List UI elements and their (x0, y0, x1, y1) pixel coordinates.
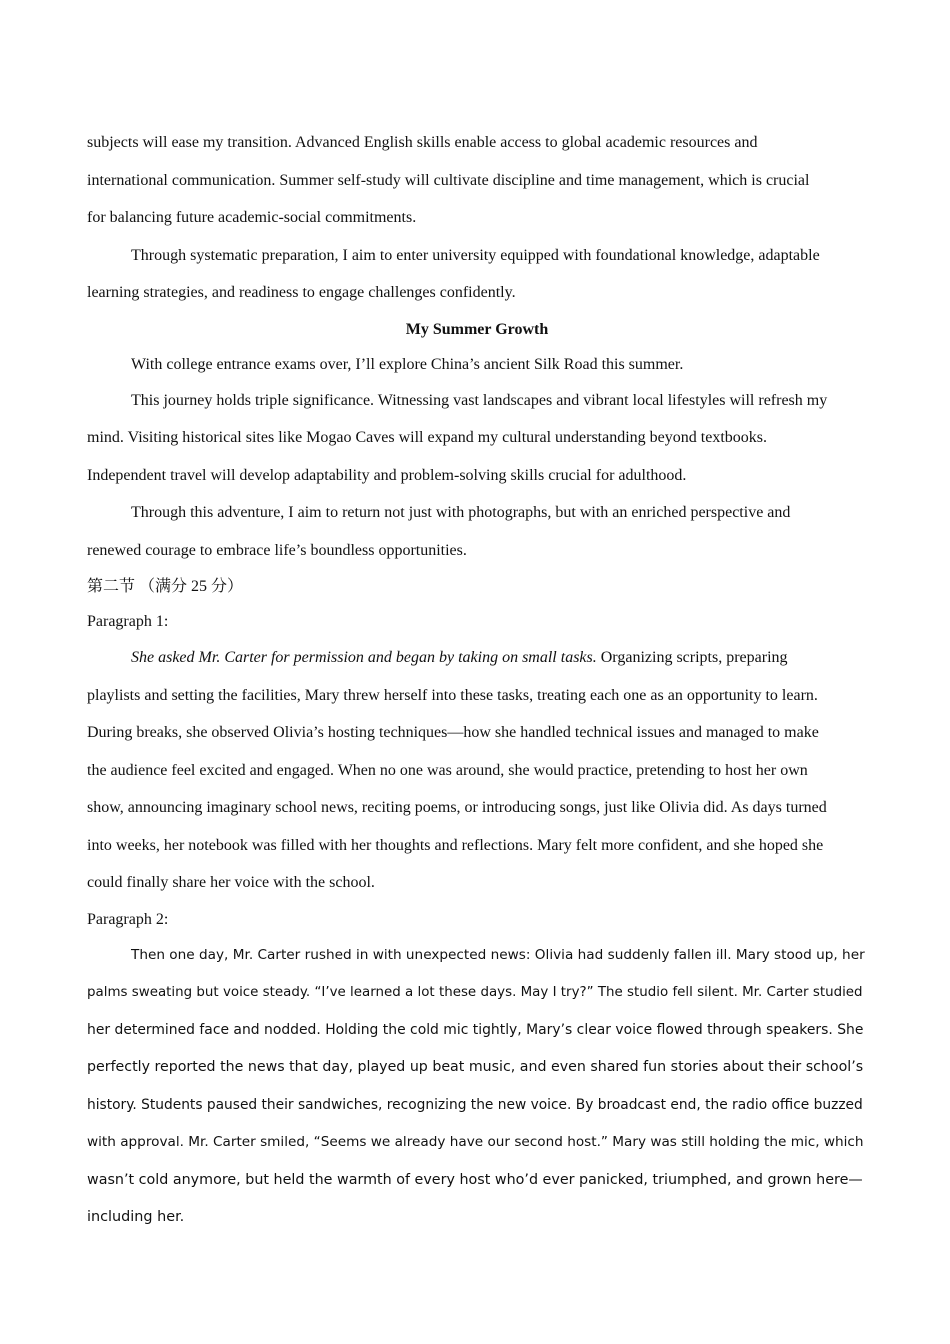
paragraph2-line-6: with approval. Mr. Carter smiled, “Seems we already have our second host.” Mary was still holding the mic, which (87, 1134, 864, 1150)
essay2-title: My Summer Growth (405, 320, 549, 338)
paragraph1-line-4: the audience feel excited and engaged. When no one was around, she would practice, pretending to host her own (87, 761, 808, 779)
paragraph2-label: Paragraph 2: (87, 910, 169, 928)
paragraph1-line-1 (87, 639, 867, 677)
essay1-p2-line-1: subjects will ease my transition. Advanced English skills enable access to global academic resources and (87, 134, 758, 151)
essay2-p2-line-3: Independent travel will develop adaptability and problem-solving skills crucial for adulthood. (87, 466, 687, 484)
paragraph2-line-8: including her. (87, 1209, 185, 1225)
paragraph1-line-3: During breaks, she observed Olivia’s hosting techniques—how she handled technical issues and managed to make (87, 724, 819, 741)
paragraph2-line-5: history. Students paused their sandwiches, recognizing the new voice. By broadcast end, the radio office buzzed (87, 1096, 863, 1113)
essay1-p2-line-3: for balancing future academic-social commitments. (87, 209, 417, 226)
paragraph2-line-3: her determined face and nodded. Holding the cold mic tightly, Mary’s clear voice flowed through speakers. She (87, 1021, 864, 1038)
paragraph1-opening-sentence: She asked Mr. Carter for permission and began by taking on small tasks. (131, 649, 597, 666)
paragraph1-line-2: playlists and setting the facilities, Mary threw herself into these tasks, treating each one as an opportunity to learn. (87, 686, 818, 704)
paragraph2-line-1: Then one day, Mr. Carter rushed in with unexpected news: Olivia had suddenly fallen ill. Mary stood up, her (131, 946, 865, 963)
essay2-p3-line-2: renewed courage to embrace life’s boundless opportunities. (87, 541, 467, 559)
paragraph1-line-1-rest: Organizing scripts, preparing (596, 649, 788, 666)
essay1-p3-line-1: Through systematic preparation, I aim to enter university equipped with foundational knowledge, adaptable (131, 246, 820, 264)
paragraph1-label: Paragraph 1: (87, 613, 169, 630)
essay2-p1: With college entrance exams over, I’ll explore China’s ancient Silk Road this summer. (131, 355, 684, 373)
essay2-p2-line-1: This journey holds triple significance. Witnessing vast landscapes and vibrant local lifestyles will refresh my (131, 391, 828, 409)
section2-heading: 第二节 （满分 25 分） (87, 578, 244, 595)
paragraph2-line-7: wasn’t cold anymore, but held the warmth of every host who’d ever panicked, triumphed, and grown here— (87, 1171, 863, 1188)
essay1-p3-line-2: learning strategies, and readiness to engage challenges confidently. (87, 284, 516, 301)
essay2-p2-line-2: mind. Visiting historical sites like Mogao Caves will expand my cultural understanding beyond textbooks. (87, 429, 767, 446)
paragraph1-line-7: could finally share her voice with the school. (87, 874, 375, 891)
essay1-p2-line-2: international communication. Summer self-study will cultivate discipline and time management, which is crucial (87, 171, 810, 189)
paragraph1-line-6: into weeks, her notebook was filled with her thoughts and reflections. Mary felt more confident, and she hoped she (87, 836, 824, 854)
paragraph1-line-5: show, announcing imaginary school news, reciting poems, or introducing songs, just like Olivia did. As days turned (87, 799, 827, 816)
document-page (87, 124, 867, 1237)
paragraph2-line-2: palms sweating but voice steady. “I’ve learned a lot these days. May I try?” The studio fell silent. Mr. Carter studied (87, 985, 863, 1000)
paragraph2-line-4: perfectly reported the news that day, played up beat music, and even shared fun stories about their school’s (87, 1059, 864, 1075)
essay2-p3-line-1: Through this adventure, I aim to return not just with photographs, but with an enriched perspective and (131, 504, 791, 521)
